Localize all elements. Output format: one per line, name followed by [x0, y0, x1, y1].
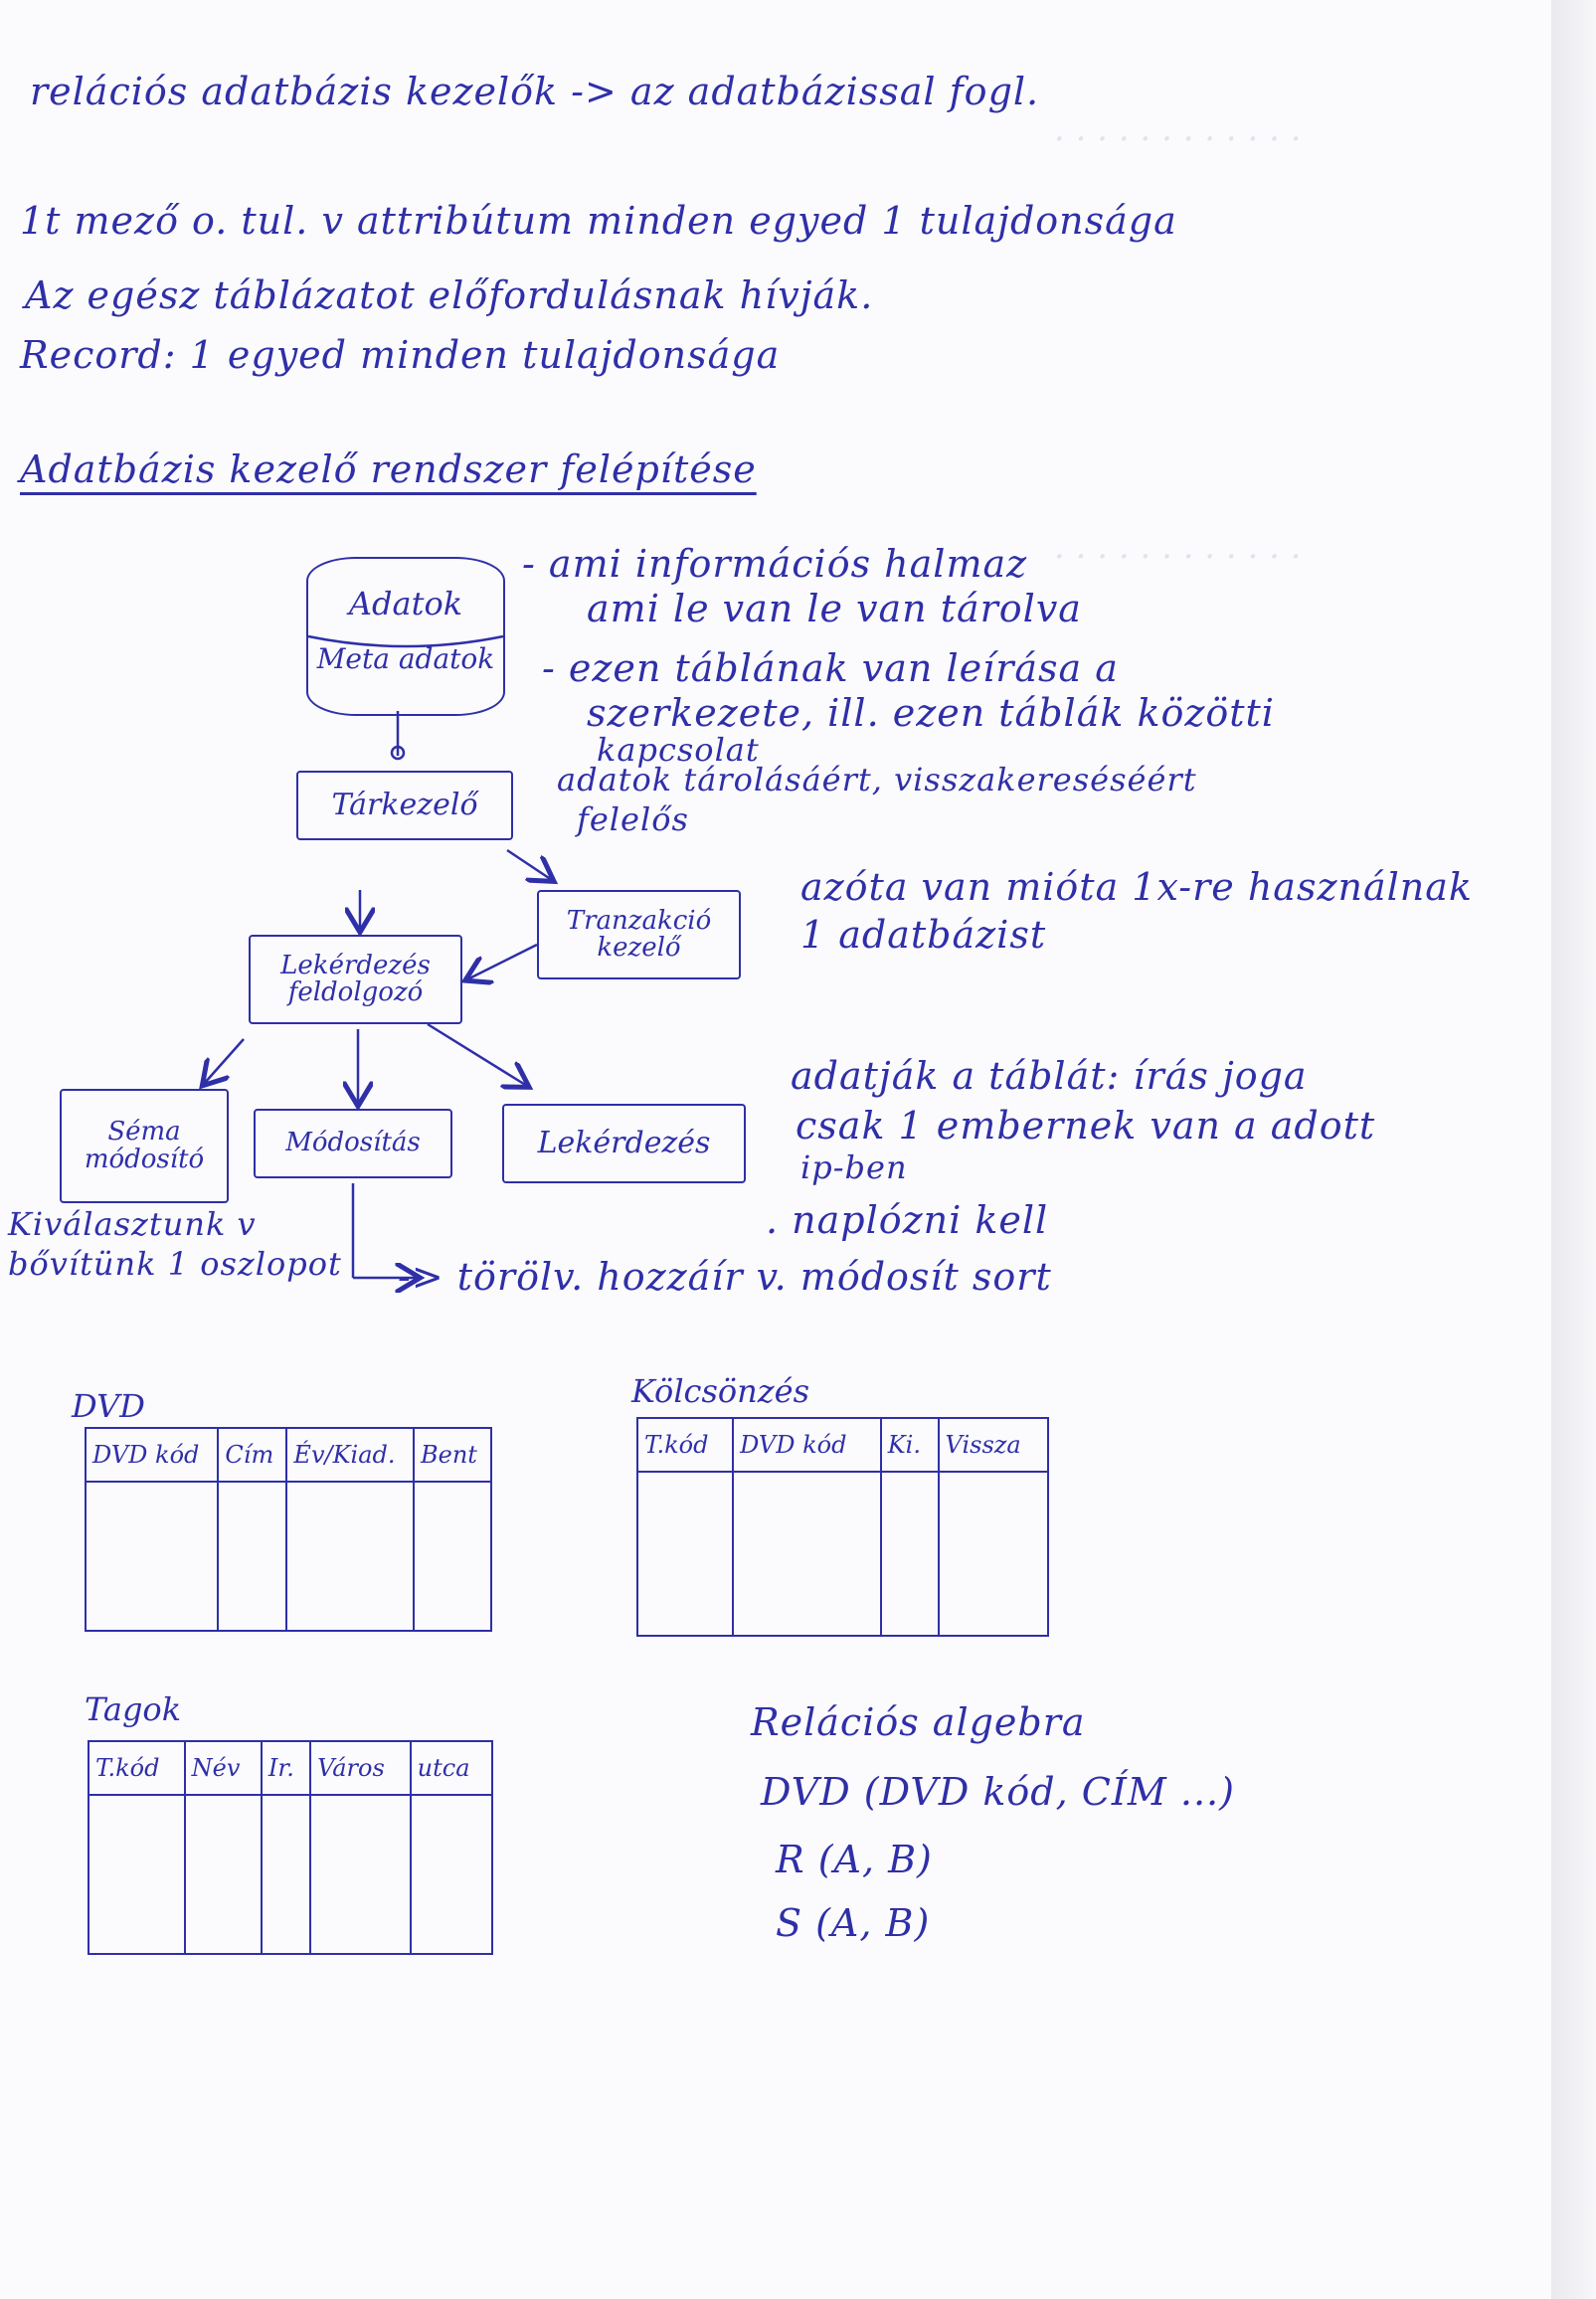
annotation-14: -> törölv. hozzáír v. módosít sort [398, 1255, 1052, 1299]
column-header: Ki. [881, 1418, 939, 1472]
box-tarkezelo: Tárkezelő [296, 771, 513, 840]
annotation-1: - ami információs halmaz [522, 542, 1028, 586]
annotation-10: adatják a táblát: írás joga [791, 1054, 1308, 1098]
note-line-2: 1t mező o. tul. v attribútum minden egyed 1 tulajdonsága [20, 199, 1177, 243]
annotation-4: szerkezete, ill. ezen táblák közötti [587, 691, 1275, 735]
note-line-3: Az egész táblázatot előfordulásnak hívják. [25, 273, 874, 317]
column-header: Cím [218, 1428, 286, 1482]
annotation-2: ami le van le van tárolva [587, 587, 1082, 630]
table-tagok [88, 1740, 493, 1955]
table-kolcsonzes [636, 1417, 1049, 1637]
box-sema-modosito: Séma módosító [60, 1089, 229, 1203]
column-header: Év/Kiad. [286, 1428, 414, 1482]
column-header: DVD kód [733, 1418, 881, 1472]
table-dvd [85, 1427, 492, 1632]
column-header: T.kód [637, 1418, 733, 1472]
box-lekerdezes: Lekérdezés [502, 1104, 746, 1183]
box-tranzakcio-kezelo: Tranzakció kezelő [537, 890, 741, 979]
box-lekerdezes-feldolgozo: Lekérdezés feldolgozó [249, 935, 462, 1024]
column-header: utca [411, 1741, 492, 1795]
annotation-3: - ezen táblának van leírása a [542, 646, 1119, 690]
page-edge [1551, 0, 1596, 2299]
table-header-row [89, 1741, 492, 1795]
annotation-9: 1 adatbázist [800, 913, 1047, 957]
annotation-12: ip-ben [800, 1149, 908, 1186]
note-line-1: relációs adatbázis kezelők -> az adatbázissal fogl. [30, 70, 1040, 113]
annotation-5: kapcsolat [597, 731, 760, 769]
annotation-7: felelős [577, 800, 689, 838]
algebra-title: Relációs algebra [751, 1700, 1086, 1744]
column-header: Vissza [939, 1418, 1048, 1472]
column-header: Város [310, 1741, 411, 1795]
cylinder-label-adatok: Adatok [348, 585, 463, 622]
table-header-row [86, 1428, 491, 1482]
annotation-13: . naplózni kell [766, 1198, 1049, 1242]
table-row [637, 1472, 1048, 1636]
column-header: Ir. [262, 1741, 310, 1795]
table-row [86, 1482, 491, 1631]
show-through-text: · · · · · · · · · · · · [1054, 537, 1302, 577]
algebra-line-3: S (A, B) [776, 1901, 931, 1945]
show-through-text: · · · · · · · · · · · · [1054, 119, 1302, 159]
column-header: DVD kód [86, 1428, 218, 1482]
table-label-kolcsonzes: Kölcsönzés [631, 1372, 809, 1410]
cylinder-label-meta: Meta adatok [316, 642, 495, 675]
table-label-dvd: DVD [72, 1387, 145, 1425]
table-header-row [637, 1418, 1048, 1472]
table-row [89, 1795, 492, 1954]
box-modositas: Módosítás [254, 1109, 452, 1178]
column-header: T.kód [89, 1741, 185, 1795]
left-note-1: Kiválasztunk v [8, 1205, 257, 1243]
column-header: Név [185, 1741, 262, 1795]
annotation-6: adatok tárolásáért, visszakereséséért [557, 761, 1197, 798]
annotation-11: csak 1 embernek van a adott [796, 1104, 1376, 1148]
note-line-4: Record: 1 egyed minden tulajdonsága [20, 333, 781, 377]
section-heading: Adatbázis kezelő rendszer felépítése [20, 447, 757, 491]
column-header: Bent [414, 1428, 491, 1482]
table-label-tagok: Tagok [85, 1690, 182, 1728]
algebra-line-1: DVD (DVD kód, CÍM ...) [761, 1770, 1235, 1814]
left-note-2: bővítünk 1 oszlopot [8, 1245, 342, 1283]
algebra-line-2: R (A, B) [776, 1838, 933, 1881]
annotation-8: azóta van mióta 1x-re használnak [800, 865, 1473, 909]
